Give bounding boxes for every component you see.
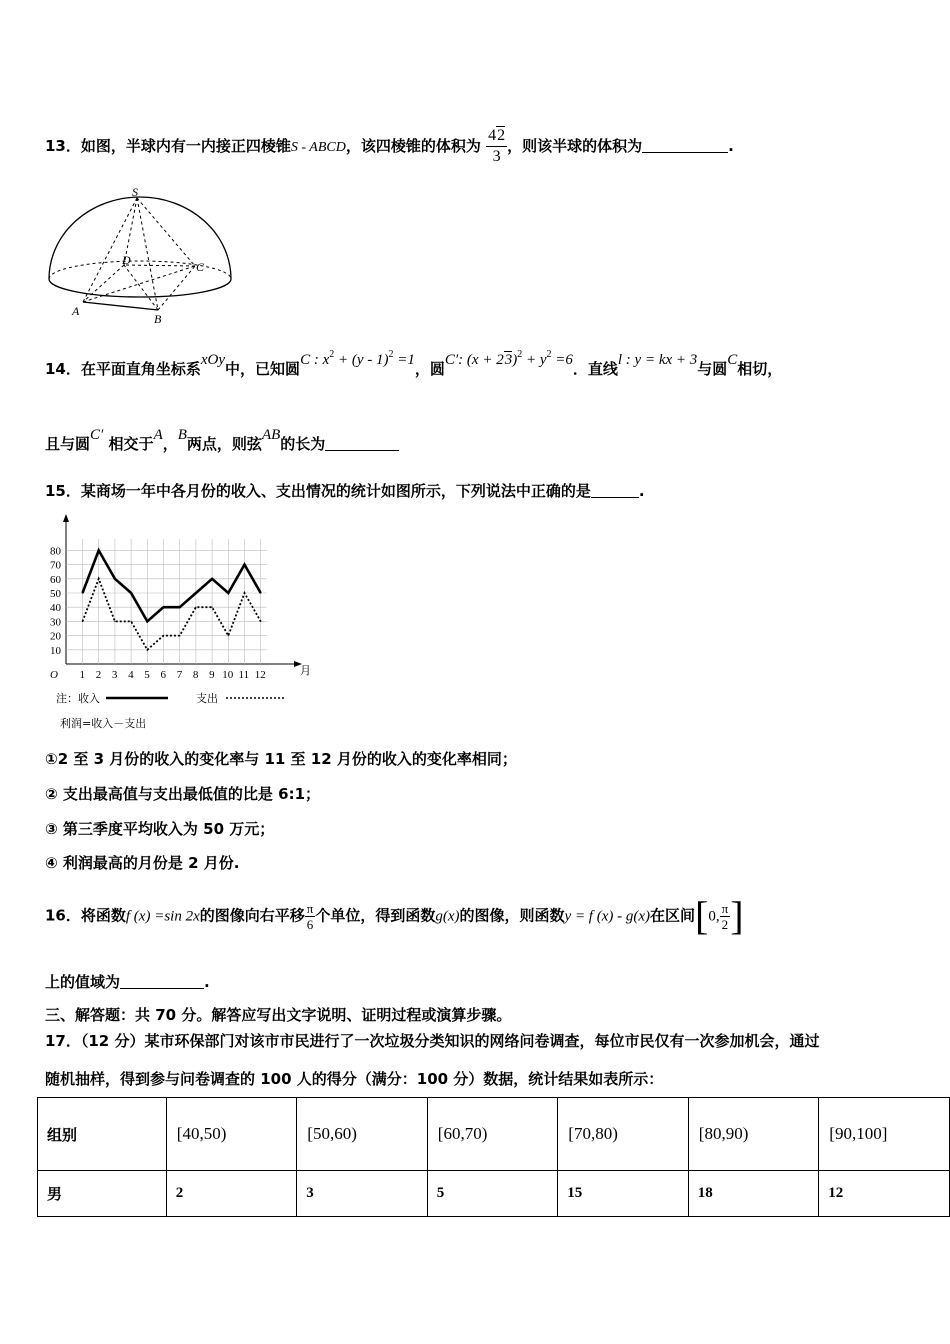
x-tick-label: 9	[209, 669, 215, 681]
x-tick-label: 7	[176, 669, 183, 681]
table-cell: 5	[427, 1171, 558, 1217]
option-1: ①2 至 3 月份的收入的变化率与 11 至 12 月份的收入的变化率相同；	[45, 750, 517, 768]
table-header-row	[38, 1098, 950, 1171]
data-point	[114, 578, 115, 579]
label-A: A	[72, 304, 80, 318]
hemisphere-figure	[40, 186, 240, 326]
label-D: D	[122, 253, 131, 267]
y-tick-label: 60	[50, 573, 61, 586]
question-16-line2: 上的值域为 .	[45, 973, 210, 991]
x-tick-label: 1	[79, 669, 85, 681]
table-cell: 18	[688, 1171, 819, 1217]
question-number: 15．	[45, 482, 81, 500]
legend-income: 注：收入	[56, 692, 100, 705]
option-2: ② 支出最高值与支出最低值的比是 6:1；	[45, 785, 321, 803]
header-cell: [90,100]	[819, 1098, 950, 1171]
header-cell: [40,50)	[166, 1098, 297, 1171]
x-axis-label: 月	[300, 664, 311, 677]
interval-fraction: $\frac{\pi}{2}$	[721, 900, 729, 932]
question-14: 14．在平面直角坐标系xOy中，已知圆C : $x^2 + (y - 1)^2 =1$，圆C′: $(x + 23)^2 + y^2 =6$．直线l : y = kx + 3与圆C相切，	[45, 349, 783, 378]
circle-C2-equation: C′: $(x + 23)^2 + y^2 =6$	[444, 349, 573, 368]
shift-fraction: $\frac{\pi}{6}$	[306, 900, 314, 932]
question-number: 13．	[45, 137, 81, 155]
x-tick-label: 10	[222, 669, 234, 681]
x-tick-label: 12	[254, 669, 266, 681]
edge-SA	[83, 198, 137, 302]
series-line-income	[83, 550, 261, 621]
data-point	[131, 592, 132, 593]
edge-CD	[124, 265, 195, 266]
y-tick-label: 40	[50, 602, 61, 615]
option-3: ③ 第三季度平均收入为 50 万元；	[45, 820, 275, 838]
question-17-line2: 随机抽样，得到参与问卷调查的 100 人的得分（满分：100 分）数据，统计结果如表所示：	[45, 1070, 664, 1088]
x-tick-label: 8	[192, 669, 199, 681]
legend-expense: 支出	[196, 692, 218, 705]
header-cell: [80,90)	[688, 1098, 819, 1171]
section-3-heading: 三、解答题：共 70 分。解答应写出文字说明、证明过程或演算步骤。	[45, 1006, 512, 1024]
label-S: S	[132, 186, 138, 199]
data-point	[179, 635, 180, 636]
score-table	[37, 1097, 950, 1217]
question-13: 13．如图，半球内有一内接正四棱锥S - ABCD，该四棱锥的体积为 $\frac{42}{3}$ ，则该半球的体积为 .	[45, 127, 734, 165]
pyramid-name: S - ABCD	[290, 140, 346, 155]
question-15: 15．某商场一年中各月份的收入、支出情况的统计如图所示，下列说法中正确的是 .	[45, 482, 645, 500]
x-tick-label: 4	[128, 669, 134, 681]
base-circle-front	[49, 279, 231, 297]
data-point	[82, 592, 83, 593]
origin-label: O	[50, 669, 58, 681]
header-cell: 组别	[38, 1098, 167, 1171]
header-cell: [70,80)	[558, 1098, 689, 1171]
question-text: 某商场一年中各月份的收入、支出情况的统计如图所示，下列说法中正确的是	[80, 482, 591, 500]
y-tick-label: 80	[50, 545, 61, 558]
data-point	[147, 621, 148, 622]
table-cell: 15	[558, 1171, 689, 1217]
y-tick-label: 50	[50, 588, 61, 600]
y-tick-label: 20	[50, 630, 61, 643]
x-tick-label: 11	[238, 669, 250, 681]
x-tick-label: 3	[111, 669, 118, 681]
edge-BC	[158, 266, 195, 310]
answer-blank	[591, 483, 639, 498]
data-point	[212, 607, 213, 608]
label-C: C	[196, 260, 205, 274]
data-point	[212, 578, 213, 579]
x-tick-label: 5	[144, 669, 150, 681]
table-cell: 12	[819, 1171, 950, 1217]
function-g: g(x)	[435, 908, 460, 925]
data-point	[82, 621, 83, 622]
table-row	[38, 1171, 950, 1217]
y-tick-label: 30	[50, 616, 61, 629]
question-17-line1: 17．（12 分）某市环保部门对该市市民进行了一次垃圾分类知识的网络问卷调查，每位市民仅有一次参加机会，通过	[45, 1032, 820, 1050]
answer-blank	[325, 436, 399, 451]
y-axis-arrow	[63, 514, 69, 522]
data-point	[114, 621, 115, 622]
table-cell: 2	[166, 1171, 297, 1217]
header-cell: [50,60)	[297, 1098, 428, 1171]
question-14-line2: 且与圆C′ 相交于A，B两点，则弦AB的长为	[45, 433, 399, 454]
data-point	[244, 564, 245, 565]
data-point	[179, 607, 180, 608]
question-text: ，该四棱锥的体积为	[345, 137, 481, 155]
function-f: f (x) =sin 2x	[125, 908, 200, 925]
question-16: 16．将函数f (x) =sin 2x的图像向右平移 $\frac{\pi}{6}$ 个单位，得到函数g(x)的图像，则函数y = f (x) - g(x)在区间[0, $\frac{\pi}{2}$ ]	[45, 893, 744, 938]
edge-AB	[83, 302, 158, 310]
y-tick-label: 10	[50, 644, 61, 657]
data-point	[260, 621, 261, 622]
circle-C-equation: C : $x^2 + (y - 1)^2 =1$	[300, 349, 415, 368]
data-point	[131, 621, 132, 622]
x-tick-label: 2	[95, 669, 102, 681]
data-point	[98, 550, 99, 551]
answer-blank	[642, 138, 728, 153]
data-point	[163, 635, 164, 636]
option-4: ④ 利润最高的月份是 2 月份.	[45, 854, 240, 872]
volume-fraction: $\frac{42}{3}$	[488, 127, 506, 165]
header-cell: [60,70)	[427, 1098, 558, 1171]
line-equation: l : y = kx + 3	[617, 352, 698, 368]
data-point	[147, 649, 148, 650]
data-point	[163, 607, 164, 608]
data-point	[228, 635, 229, 636]
table-cell: 男	[38, 1171, 167, 1217]
data-point	[195, 592, 196, 593]
x-tick-label: 6	[160, 669, 166, 681]
data-point	[98, 578, 99, 579]
table-cell: 3	[297, 1171, 428, 1217]
edge-SB	[137, 198, 158, 310]
data-point	[195, 607, 196, 608]
y-tick-label: 70	[50, 559, 61, 572]
question-number: 16．	[45, 906, 81, 925]
profit-note: 利润=收入－支出	[60, 717, 147, 730]
question-number: 14．	[45, 360, 81, 378]
question-text: ，则该半球的体积为	[507, 137, 643, 155]
function-y: y = f (x) - g(x)	[564, 908, 651, 925]
series-line-expense	[83, 579, 261, 650]
data-point	[260, 592, 261, 593]
income-expense-chart	[40, 510, 330, 735]
label-B: B	[154, 312, 162, 326]
data-point	[228, 592, 229, 593]
question-text: 如图，半球内有一内接正四棱锥	[80, 137, 291, 155]
answer-blank	[120, 974, 204, 989]
data-point	[244, 592, 245, 593]
coord-system: xOy	[200, 352, 226, 368]
